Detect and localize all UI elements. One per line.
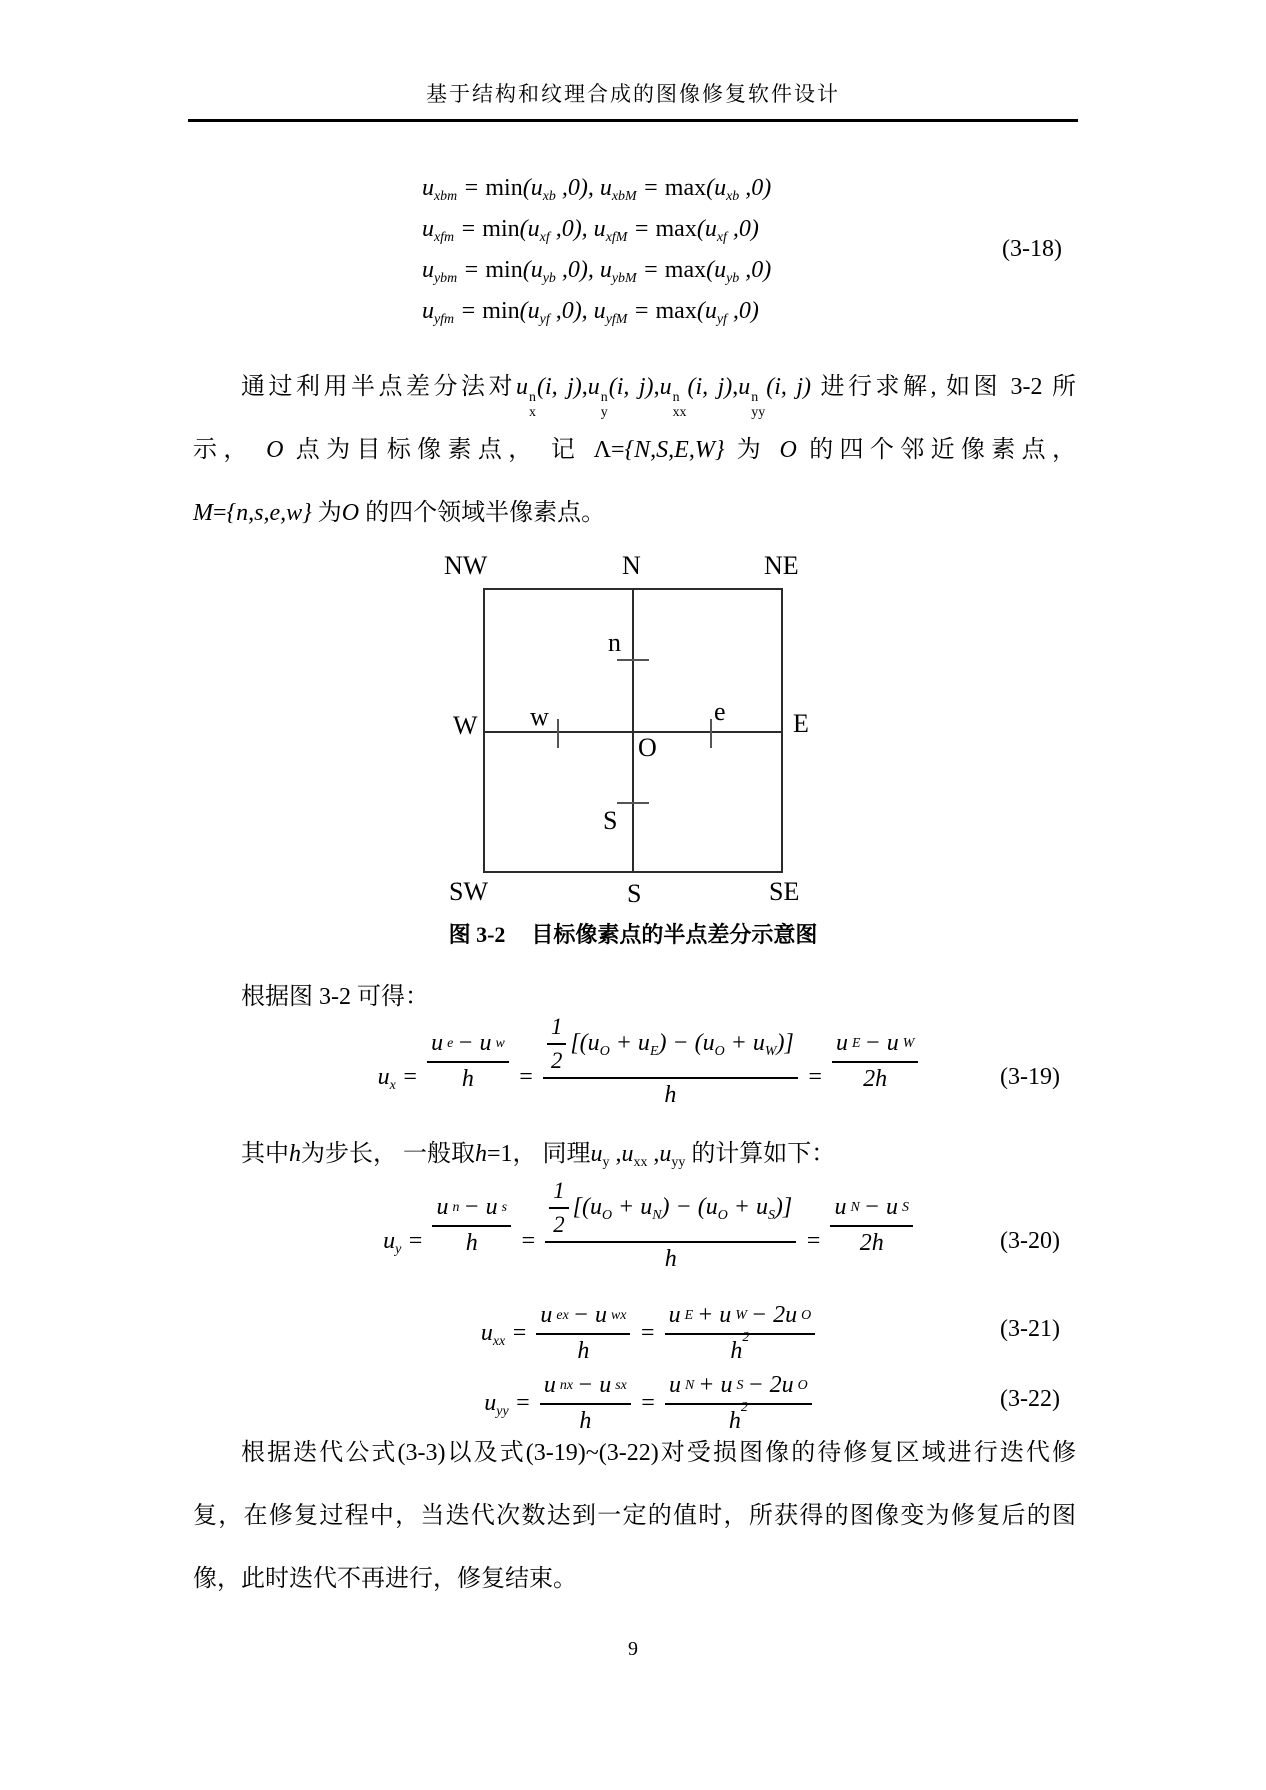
eq321-lhs: $u_{xx}$ = (480, 1320, 528, 1349)
paragraph-iteration-conclusion (193, 1422, 1076, 1611)
paragraph-line: 复，在修复过程中，当迭代次数达到一定的值时，所获得的图像变为修复后的图 (193, 1503, 1076, 1529)
eq322-fraction-1: u nx − u sx h (540, 1372, 631, 1435)
eq319-fraction-3: u E − u W 2h (832, 1030, 918, 1093)
lead-text-eq319: 根据图 3-2 可得： (241, 984, 429, 1010)
figure-label-halfpoint-w: w (530, 702, 549, 731)
figure-label-nw: NW (444, 551, 488, 580)
figure-label-w: W (453, 711, 478, 740)
figure-label-n: N (622, 551, 641, 580)
eq320-lhs: $u_y$ = (383, 1228, 424, 1257)
figure-label-s: S (627, 879, 642, 908)
figure-label-se: SE (769, 877, 800, 906)
equation-label-3-22: (3-22) (1000, 1386, 1060, 1412)
eq320-bracket-term: $[(u_O + u_N) - (u_O + u_S)]$ (572, 1194, 793, 1224)
page-number: 9 (628, 1638, 638, 1660)
equation-3-19 (253, 1014, 1043, 1110)
figure-caption (0, 918, 1266, 949)
page-header-title: 基于结构和纹理合成的图像修复软件设计 (426, 82, 840, 106)
figure-label-center-o: O (638, 733, 657, 762)
eq319-bracket-term: $[(u_O + u_E) - (u_O + u_W)]$ (570, 1030, 794, 1060)
figure-horizontal-center-line (483, 731, 783, 733)
equals-sign: = (806, 1064, 824, 1090)
paragraph-line: 像，此时迭代不再进行，修复结束。 (193, 1566, 577, 1592)
figure-label-halfpoint-e: e (714, 697, 726, 726)
figure-caption-number: 图 3-2 (448, 922, 506, 947)
equation-label-3-21: (3-21) (1000, 1316, 1060, 1342)
eq320-fraction-2: $\frac{1}{2}$ $[(u_O + u_N) - (u_O + u_S)]$ h (545, 1178, 796, 1274)
eq322-lhs: $u_{yy}$ = (484, 1390, 531, 1419)
eq320-fraction-1: u n − u s h (432, 1194, 511, 1257)
eq321-fraction-2: u E + u W − 2u O h 2 (665, 1302, 816, 1365)
figure-tick-w (557, 719, 559, 748)
paragraph-line: 根据迭代公式(3-3)以及式(3-19)~(3-22)对受损图像的待修复区域进行迭代修 (241, 1440, 1076, 1466)
paragraph-line: 通过利用半点差分法对u n x (i, j),u n y (i, j),u n xx (i, j),u n yy (i, j) 进行求解, 如图 3-2 所 (241, 374, 1077, 420)
eq321-fraction-1: u ex − u wx h (536, 1302, 630, 1365)
one-half-fraction: $\frac{1}{2}$ (549, 1178, 568, 1238)
eq319-lhs: $u_x$ = (377, 1064, 419, 1093)
equation-3-18 (422, 168, 771, 332)
text-step-size: 其中h为步长， 一般取h=1， 同理$u_y$ $,u_{xx}$ $,u_{yy}$ 的计算如下： (241, 1141, 836, 1170)
equation-label-3-20: (3-20) (1000, 1228, 1060, 1254)
one-half-fraction: $\frac{1}{2}$ (547, 1014, 566, 1074)
equals-sign: = (805, 1228, 822, 1254)
header-rule (188, 119, 1078, 122)
figure-tick-s (617, 802, 649, 804)
paragraph-line: 示， O 点为目标像素点， 记 Λ={N,S,E,W} 为 O 的四个邻近像素点， (193, 437, 1077, 463)
eq320-fraction-3: u N − u S 2h (830, 1194, 912, 1257)
equation-label-3-19: (3-19) (1000, 1064, 1060, 1090)
eq322-fraction-2: u N + u S − 2u O h 2 (665, 1372, 812, 1435)
equals-sign: = (639, 1320, 656, 1346)
equation-3-20 (253, 1178, 1043, 1274)
figure-label-ne: NE (764, 551, 799, 580)
figure-tick-e (710, 719, 712, 748)
equation-3-18-line1: $u_{xbm} = \min(u_{xb}$ ,0), $u_{xbM} = \max(u_{xb}$ ,0) (422, 175, 772, 204)
paragraph-line: M={n,s,e,w} 为O 的四个领域半像素点。 (193, 500, 606, 526)
equation-label-3-18: (3-18) (1002, 236, 1062, 262)
eq319-fraction-2: $\frac{1}{2}$ $[(u_O + u_E) - (u_O + u_W)]$ h (543, 1014, 798, 1110)
equation-3-18-line3: $u_{ybm} = \min(u_{yb}$ ,0), $u_{ybM} = \max(u_{yb}$ ,0) (422, 257, 772, 286)
equation-3-18-line4: $u_{yfm} = \min(u_{yf}$ ,0), $u_{yfM} = \max(u_{yf}$ ,0) (422, 298, 759, 327)
figure-label-e: E (793, 709, 809, 738)
paragraph-halfpoint-method (193, 356, 1076, 545)
equals-sign: = (639, 1390, 656, 1416)
equals-sign: = (517, 1064, 534, 1090)
figure-label-sw: SW (449, 877, 488, 906)
figure-label-halfpoint-n: n (608, 628, 621, 657)
equation-3-18-line2: $u_{xfm} = \min(u_{xf}$ ,0), $u_{xfM} = \max(u_{xf}$ ,0) (422, 216, 759, 245)
figure-tick-n (617, 659, 649, 661)
figure-label-halfpoint-s: S (603, 806, 618, 835)
equals-sign: = (520, 1228, 537, 1254)
figure-caption-text: 目标像素点的半点差分示意图 (531, 922, 818, 947)
eq319-fraction-1: u e − u w h (427, 1030, 509, 1093)
equation-3-21 (253, 1302, 1043, 1365)
